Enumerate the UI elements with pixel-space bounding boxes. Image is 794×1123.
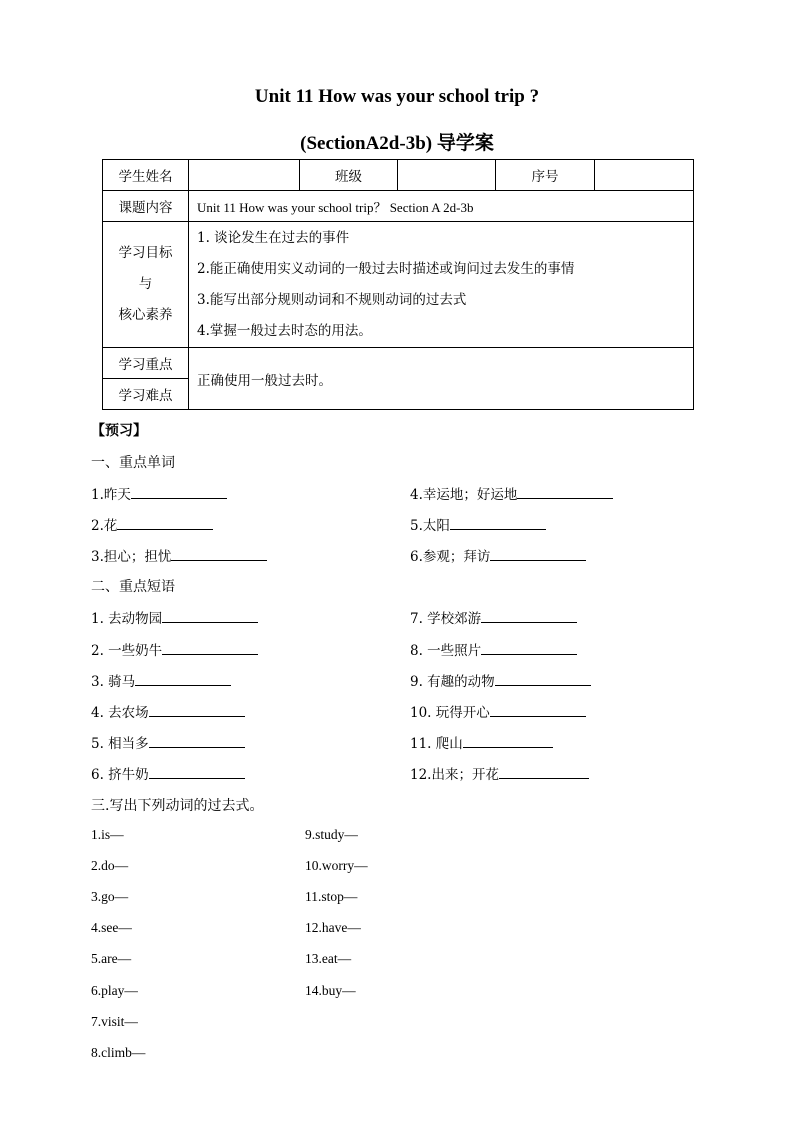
goals-label-line: 与 — [138, 276, 153, 292]
key-label: 学习重点 — [103, 348, 189, 379]
goal-item: 3.能写出部分规则动词和不规则动词的过去式 — [197, 291, 467, 308]
verb-item: 13.eat— — [305, 951, 352, 966]
answer-blank[interactable] — [450, 515, 546, 530]
student-name-field[interactable] — [189, 160, 300, 191]
verb-item: 12.have— — [305, 920, 361, 935]
phrase-item — [410, 670, 591, 690]
phrase-item — [410, 701, 586, 721]
phrase-item — [91, 732, 245, 752]
verb-item: 14.buy— — [305, 983, 356, 998]
word-item — [91, 514, 213, 534]
phrase-item — [91, 639, 258, 659]
answer-blank[interactable] — [463, 733, 553, 748]
phrase-text: 8. 一些照片 — [410, 643, 482, 659]
answer-blank[interactable] — [117, 515, 213, 530]
verb-item: 2.do— — [91, 858, 129, 873]
phrase-text: 3. 骑马 — [91, 674, 136, 690]
word-item — [91, 483, 227, 503]
class-field[interactable] — [398, 160, 496, 191]
goals-list — [189, 222, 694, 348]
phrase-item — [410, 607, 577, 627]
difficult-label: 学习难点 — [103, 379, 189, 410]
seat-field[interactable] — [595, 160, 694, 191]
phrase-item — [91, 607, 258, 627]
verb-item: 7.visit— — [91, 1014, 138, 1029]
preview-heading: 【预习】 — [91, 423, 147, 439]
phrase-text: 5. 相当多 — [91, 736, 149, 752]
phrase-text: 6. 挤牛奶 — [91, 767, 149, 783]
verb-item: 6.play— — [91, 983, 138, 998]
word-item — [410, 545, 586, 565]
word-text: 6.参观；拜访 — [410, 549, 491, 565]
phrase-text: 1. 去动物园 — [91, 611, 163, 627]
phrase-item — [91, 763, 245, 783]
phrase-text: 2. 一些奶牛 — [91, 643, 163, 659]
phrase-text: 11. 爬山 — [410, 736, 463, 752]
phrase-item — [91, 670, 231, 690]
answer-blank[interactable] — [149, 764, 245, 779]
answer-blank[interactable] — [495, 671, 591, 686]
verb-item: 10.worry— — [305, 858, 368, 873]
key-value: 正确使用一般过去时。 — [189, 348, 694, 410]
goal-item: 4.掌握一般过去时态的用法。 — [197, 322, 372, 339]
word-text: 4.幸运地；好运地 — [410, 487, 518, 503]
verb-item: 9.study— — [305, 827, 358, 842]
phrases-heading: 二、重点短语 — [91, 579, 175, 595]
phrase-text: 9. 有趣的动物 — [410, 674, 495, 690]
answer-blank[interactable] — [131, 484, 227, 499]
goal-item: 2.能正确使用实义动词的一般过去时描述或询问过去发生的事情 — [197, 260, 575, 277]
seat-label: 序号 — [496, 160, 595, 191]
answer-blank[interactable] — [481, 608, 577, 623]
verb-item: 3.go— — [91, 889, 129, 904]
goal-item: 1. 谈论发生在过去的事件 — [197, 229, 350, 246]
verb-item: 5.are— — [91, 951, 132, 966]
word-text: 1.昨天 — [91, 487, 131, 503]
answer-blank[interactable] — [490, 546, 586, 561]
topic-value: Unit 11 How was your school trip？ Section A 2d-3b — [189, 191, 694, 222]
word-item — [91, 545, 267, 565]
answer-blank[interactable] — [162, 608, 258, 623]
word-item — [410, 483, 613, 503]
verb-item: 8.climb— — [91, 1045, 146, 1060]
answer-blank[interactable] — [490, 702, 586, 717]
verb-item: 11.stop— — [305, 889, 358, 904]
answer-blank[interactable] — [517, 484, 613, 499]
answer-blank[interactable] — [149, 702, 245, 717]
answer-blank[interactable] — [171, 546, 267, 561]
answer-blank[interactable] — [499, 764, 589, 779]
info-table — [102, 159, 694, 410]
word-text: 5.太阳 — [410, 518, 450, 534]
answer-blank[interactable] — [149, 733, 245, 748]
goals-label-line: 核心素养 — [118, 307, 173, 323]
title-line-1: Unit 11 How was your school trip ? — [254, 86, 540, 107]
phrase-text: 12.出来；开花 — [410, 767, 499, 783]
phrase-item — [410, 732, 553, 752]
answer-blank[interactable] — [481, 640, 577, 655]
topic-label: 课题内容 — [103, 191, 189, 222]
phrase-item — [91, 701, 245, 721]
phrase-text: 7. 学校郊游 — [410, 611, 482, 627]
word-item — [410, 514, 546, 534]
phrase-text: 10. 玩得开心 — [410, 705, 490, 721]
answer-blank[interactable] — [135, 671, 231, 686]
phrase-item — [410, 639, 577, 659]
phrase-text: 4. 去农场 — [91, 705, 149, 721]
student-name-label: 学生姓名 — [103, 160, 189, 191]
title-line-2: (SectionA2d-3b) 导学案 — [300, 133, 494, 154]
phrase-item — [410, 763, 589, 783]
answer-blank[interactable] — [162, 640, 258, 655]
words-heading: 一、重点单词 — [91, 455, 175, 471]
class-label: 班级 — [300, 160, 398, 191]
word-text: 2.花 — [91, 518, 118, 534]
goals-label — [103, 222, 189, 348]
goals-label-line: 学习目标 — [118, 245, 173, 261]
verb-item: 1.is— — [91, 827, 124, 842]
verb-item: 4.see— — [91, 920, 132, 935]
verbs-heading: 三.写出下列动词的过去式。 — [91, 798, 264, 814]
word-text: 3.担心；担忧 — [91, 549, 172, 565]
